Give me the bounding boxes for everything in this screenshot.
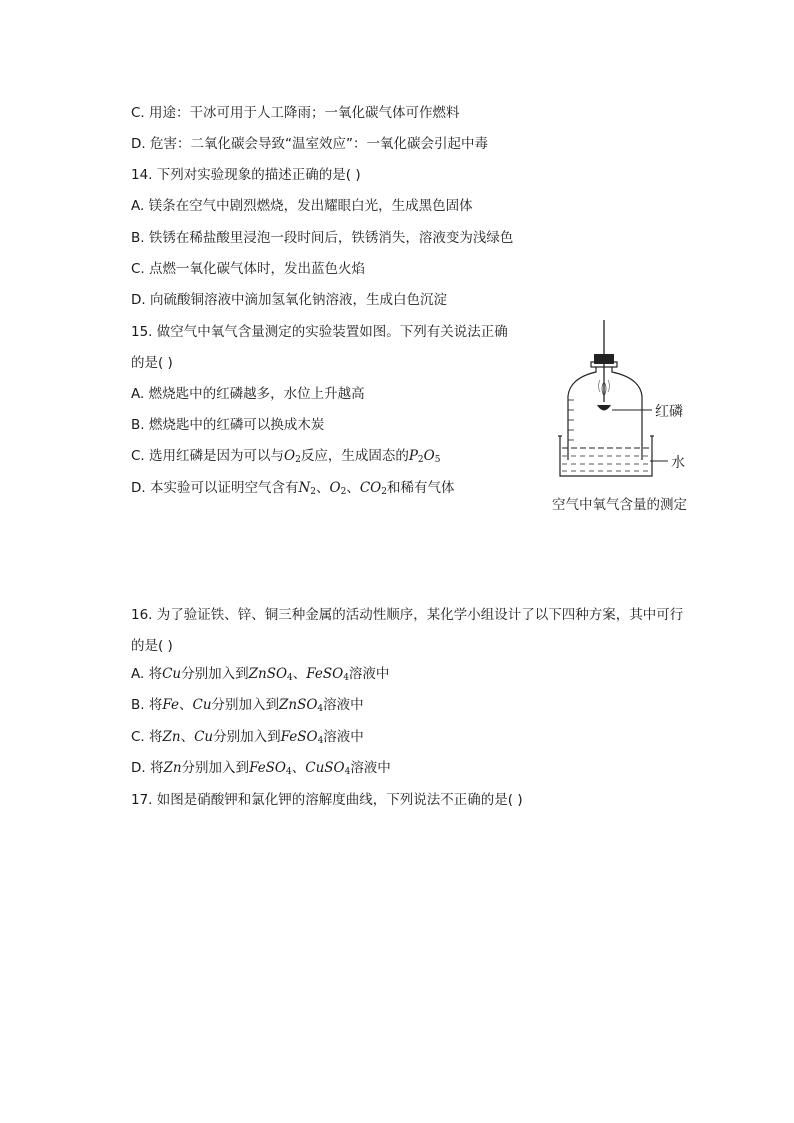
formula-zn: Zn	[163, 760, 182, 776]
formula-znso4: ZnSO$_4$	[279, 697, 324, 714]
q16-option-b: B. 将Fe、Cu分别加入到ZnSO$_4$溶液中	[131, 697, 364, 714]
q13-option-d: D. 危害：二氧化碳会导致“温室效应”：一氧化碳会引起中毒	[131, 136, 488, 152]
q16-stem: 16. 为了验证铁、锌、铜三种金属的活动性顺序，某化学小组设计了以下四种方案，其中可行的是( )	[131, 607, 684, 654]
q14-option-d: D. 向硫酸铜溶液中滴加氢氧化钠溶液，生成白色沉淀	[131, 292, 447, 308]
q16-option-c: C. 将Zn、Cu分别加入到FeSO$_4$溶液中	[131, 729, 364, 746]
q15-d-co2: $CO_2$	[359, 480, 387, 497]
formula-fe: Fe	[162, 697, 179, 713]
figure-caption: 空气中氧气含量的测定	[552, 497, 687, 513]
q15-d-oxygen: $O_2$	[329, 480, 347, 497]
formula-feso4: FeSO$_4$	[249, 760, 292, 777]
formula-feso4: FeSO$_4$	[280, 729, 324, 746]
q16-option-d: D. 将Zn分别加入到FeSO$_4$、CuSO$_4$溶液中	[131, 760, 391, 777]
formula-znso4: ZnSO$_4$	[248, 666, 293, 683]
apparatus-figure	[548, 318, 708, 518]
q14-stem: 14. 下列对实验现象的描述正确的是( )	[131, 167, 361, 183]
formula-zn: Zn	[162, 729, 181, 745]
formula-feso4: FeSO$_4$	[306, 666, 349, 683]
q14-option-c: C. 点燃一氧化碳气体时，发出蓝色火焰	[131, 261, 366, 277]
formula-cuso4: CuSO$_4$	[305, 760, 351, 777]
formula-cu: Cu	[162, 666, 182, 682]
q15-option-b: B. 燃烧匙中的红磷可以换成木炭	[131, 417, 325, 433]
q16-option-a: A. 将Cu分别加入到ZnSO$_4$、FeSO$_4$溶液中	[131, 666, 390, 683]
q15-c-text-1: C. 选用红磷是因为可以与	[131, 448, 285, 464]
label-water: 水	[671, 455, 685, 471]
formula-cu: Cu	[194, 729, 214, 745]
q15-option-a: A. 燃烧匙中的红磷越多，水位上升越高	[131, 386, 365, 402]
q15-stem-line1: 15. 做空气中氧气含量测定的实验装置如图。下列有关说法正确	[131, 324, 508, 340]
q14-option-a: A. 镁条在空气中剧烈燃烧，发出耀眼白光，生成黑色固体	[131, 198, 473, 214]
formula-cu: Cu	[192, 697, 212, 713]
q15-option-d: D. 本实验可以证明空气含有$N_2$、$O_2$、$CO_2$和稀有气体	[131, 480, 455, 497]
q15-c-p2o5: $P_2O_5$	[408, 448, 441, 465]
q13-option-c: C. 用途：干冰可用于人工降雨；一氧化碳气体可作燃料	[131, 105, 460, 121]
q14-option-b: B. 铁锈在稀盐酸里浸泡一段时间后，铁锈消失，溶液变为浅绿色	[131, 230, 514, 246]
label-red-phosphorus: 红磷	[655, 404, 683, 420]
q15-stem-line2: 的是( )	[131, 355, 173, 371]
q15-option-c	[131, 446, 440, 470]
q15-d-nitrogen: $N_2$	[298, 480, 317, 497]
q17-stem: 17. 如图是硝酸钾和氯化钾的溶解度曲线，下列说法不正确的是( )	[131, 792, 523, 808]
q15-c-oxygen: $O_2$	[284, 448, 301, 465]
q15-c-text-2: 反应，生成固态的	[300, 448, 409, 464]
